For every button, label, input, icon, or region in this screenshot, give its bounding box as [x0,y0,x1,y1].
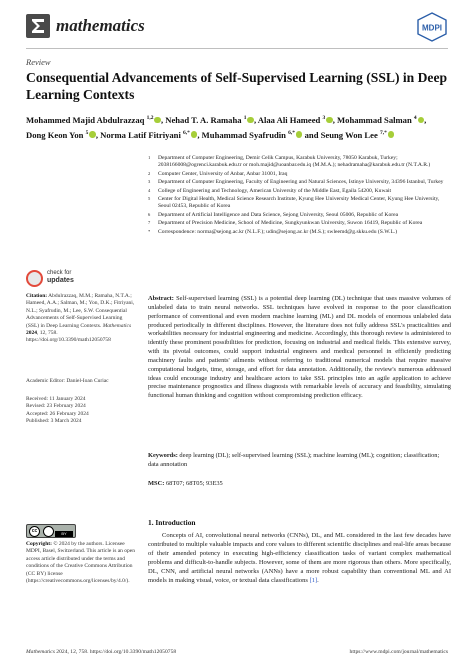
citation-label: Citation: [26,293,48,299]
citation-year: 2024 [26,330,37,337]
msc-codes [148,480,451,489]
citation-block [26,293,136,345]
academic-editor: Academic Editor: Daniel-Ioan Curiac [26,378,109,384]
affiliation-text: Department of Precision Medicine, School of Medicine, Sungkyunkwan University, Suwon 16419, Republic of Korea [158,220,423,227]
check-for-updates-button[interactable] [26,268,106,290]
introduction-text: Concepts of AI, convolutional neural networks (CNNs), DL, and ML considered in the last few decades have contributed to multiple valuable impacts and core values to different scientific disciplines and real-life areas because of their amended potency in executing high-efficiency classification tasks of variant complex mathematical problems and difficult-to-handle subjects. However, some of them are more rigorous than others. More specifically, DL, CNN, and artificial neural networks (ANNs) have a more robust capability than conventional ML and AI models in making visual, voice, or textual data classifications [148,532,451,584]
revised-date: Revised: 23 February 2024 [26,403,86,410]
section-heading-introduction: 1. Introduction [148,518,196,527]
affiliation-sup: 1,2 [146,115,154,121]
check-updates-icon [26,270,43,287]
keywords-label: Keywords: [148,452,178,459]
dates-block [26,396,136,426]
cc-icon: cc [29,526,40,537]
author-name[interactable]: , Nehad T. A. Ramaha [160,115,244,125]
copyright-label: Copyright: [26,541,52,547]
page-footer [26,649,448,655]
affiliation-number: 4 [148,187,151,193]
msc-label: MSC: [148,480,165,487]
affiliation-number: 6 [148,211,151,217]
affiliation-list [148,155,453,237]
affiliation-sup: 4 [413,115,417,121]
affiliation-number: 5 [148,196,151,202]
journal-logo-icon [26,14,50,38]
accepted-date: Accepted: 26 February 2024 [26,410,89,417]
affiliation-text: Department of Computer Engineering, Faculty of Engineering and Natural Sciences, Istinye University, 34396 Istanbul, Turkey [158,179,444,186]
mdpi-logo-icon[interactable] [416,12,448,42]
affiliation-sup: 5 [85,129,89,136]
author-name[interactable]: and Seung Won Lee [302,129,380,140]
msc-text: 68T07; 68T05; 93E35 [164,480,223,487]
article-type: Review [26,57,51,67]
affiliation-item [148,179,453,186]
citation-doi-link[interactable]: , 12, 758. https://doi.org/10.3390/math12050758 [26,330,111,344]
abstract-text: Self-supervised learning (SSL) is a potential deep learning (DL) technique that uses massive volumes of unlabeled data to train neural networks. SSL techniques have evolved in response to the poor classification performance of conventional and even modern machine learning (ML) and DL models of enormous unlabeled data produced periodically in different disciplines. However, the literature does not fully address SSL's practicalities and workabilities necessary for industrial engineering and medicine. Accordingly, this thorough review is administered to identify these prominent possibilities for prediction, focusing on industrial and medical fields. This extensive survey, with its pivotal outcomes, could support industrial engineers and medical personnel in efficiently predicting machinery faults and patients' ailments without referring to traditional numerical models that require massive computational budgets, time, storage, and effort for data annotation. Additionally, the review's numerous addressed ideas could encourage industry and healthcare actors to take SSL principles into an agile application to achieve precise maintenance prognostics and illness diagnosis with remarkable levels of accuracy and feasibility, simulating functional human thinking and cognition without compromising prediction efficacy. [148,295,451,400]
footer-journal: Mathematics [26,649,55,655]
affiliation-number: 7 [148,220,151,226]
affiliation-item [148,220,453,227]
by-label: BY [55,531,73,537]
article-title: Consequential Advancements of Self-Supervised Learning (SSL) in Deep Learning Contexts [26,70,448,102]
svg-text:MDPI: MDPI [422,23,442,33]
author-name[interactable]: , Norma Latif Fitriyani [95,129,183,140]
introduction-paragraph [148,532,451,585]
affiliation-item [148,196,453,211]
affiliation-text: Computer Center, University of Anbar, Anbar 31001, Iraq [158,170,288,177]
affiliation-number: 1 [148,155,151,160]
affiliation-text: College of Engineering and Technology, American University of the Middle East, Egaila 54200, Kuwait [158,187,392,194]
cc-by-license-badge[interactable] [26,524,76,538]
author-name[interactable]: , Muhammad Syafrudin [197,129,289,140]
copyright-text: © 2024 by the authors. Licensee MDPI, Basel, Switzerland. This article is an open access article distributed under the terms and conditions of the Creative Commons Attribution (CC BY) license (https://creativecommons.org/licenses/by/4.0/). [26,541,135,585]
abstract-label: Abstract: [148,295,174,302]
author-list: Mohammed Majid Abdulrazzaq $^{1,2}$ , Nehad T. A. Ramaha $^1$ , Alaa Ali Hameed $^3$ , Mohammad Salman $^4$ , Dong Keon Yon $^5$ , Norma Latif Fitriyani $^{6,*}$ , Muhammad Syafrudin $^{6,*}$ and Seung Won Lee $^{7,*}$ [26,115,427,140]
check-updates-line2: updates [47,277,74,284]
affiliation-text: Department of Artificial Intelligence and Data Science, Sejong University, Seoul 05006, Republic of Korea [158,211,399,218]
correspondence-text[interactable]: Correspondence: norma@sejong.ac.kr (N.L.F.); udin@sejong.ac.kr (M.S.); swleemd@g.skku.edu (S.W.L.) [158,228,398,235]
author-name[interactable]: Dong Keon Yon [26,129,86,140]
affiliation-sup: 6,* [183,129,190,136]
received-date: Received: 11 January 2024 [26,396,86,402]
affiliation-sup: 1 [243,115,247,121]
keywords-text: deep learning (DL); self-supervised learning (SSL); machine learning (ML); cognition; classification; data annotation [148,452,440,468]
keywords [148,452,451,470]
affiliation-item [148,212,453,219]
citation-journal: Mathematics [102,322,132,329]
journal-name: mathematics [56,16,145,35]
attribution-person-icon [43,526,54,537]
author-name[interactable]: , Alaa Ali Hameed [253,115,323,125]
abstract [148,295,451,401]
journal-header [26,12,448,46]
correspondence-item [148,229,453,236]
affiliation-text: Department of Computer Engineering, Demir Celik Campus, Karabuk University, 78050 Karabuk, Turkey; 2038166008@ogrenci.karabuk.edu.tr or moh.majid@uoanbar.edu.iq (M.M.A.); nehadramaha@karabuk.edu.tr (N.T.A.R.) [158,155,431,169]
affiliation-item [148,155,453,170]
check-updates-label [47,270,74,284]
author-name[interactable]: , Mohammad Salman [332,115,414,125]
footer-journal-url[interactable]: https://www.mdpi.com/journal/mathematics [349,649,448,655]
affiliation-number: 3 [148,179,151,185]
affiliation-number: * [148,228,151,234]
footer-citation [26,649,176,655]
citation-text: Abdulrazzaq, M.M.; Ramaha, N.T.A.; Hameed, A.A.; Salman, M.; Yon, D.K.; Fitriyani, N.L.; Syafrudin, M.; Lee, S.W. Consequential Advancements of Self-Supervised Learning (SSL) in Deep Learning Contexts. [26,293,135,329]
affiliation-sup: 3 [322,115,326,121]
check-updates-line1: check for [47,270,72,276]
copyright-block [26,541,136,585]
author-name[interactable]: Mohammed Majid Abdulrazzaq [26,115,147,125]
citation-link[interactable]: [1] [309,576,318,584]
published-date: Published: 3 March 2024 [26,418,82,425]
introduction-end: . [317,576,319,584]
header-divider [26,48,448,49]
affiliation-item [148,188,453,195]
affiliation-text: Center for Digital Health, Medical Science Research Institute, Kyung Hee University Medical Center, Kyung Hee University, Seoul 02453, Republic of Korea [158,196,440,210]
affiliation-sup: 6,* [288,129,295,136]
footer-doi[interactable]: 2024, 12, 758. https://doi.org/10.3390/math12050758 [54,649,177,655]
affiliation-number: 2 [148,170,151,176]
orcid-icon[interactable] [388,131,395,138]
orcid-icon[interactable] [418,117,425,124]
affiliation-sup: 7,* [379,129,387,136]
affiliation-item [148,171,453,178]
